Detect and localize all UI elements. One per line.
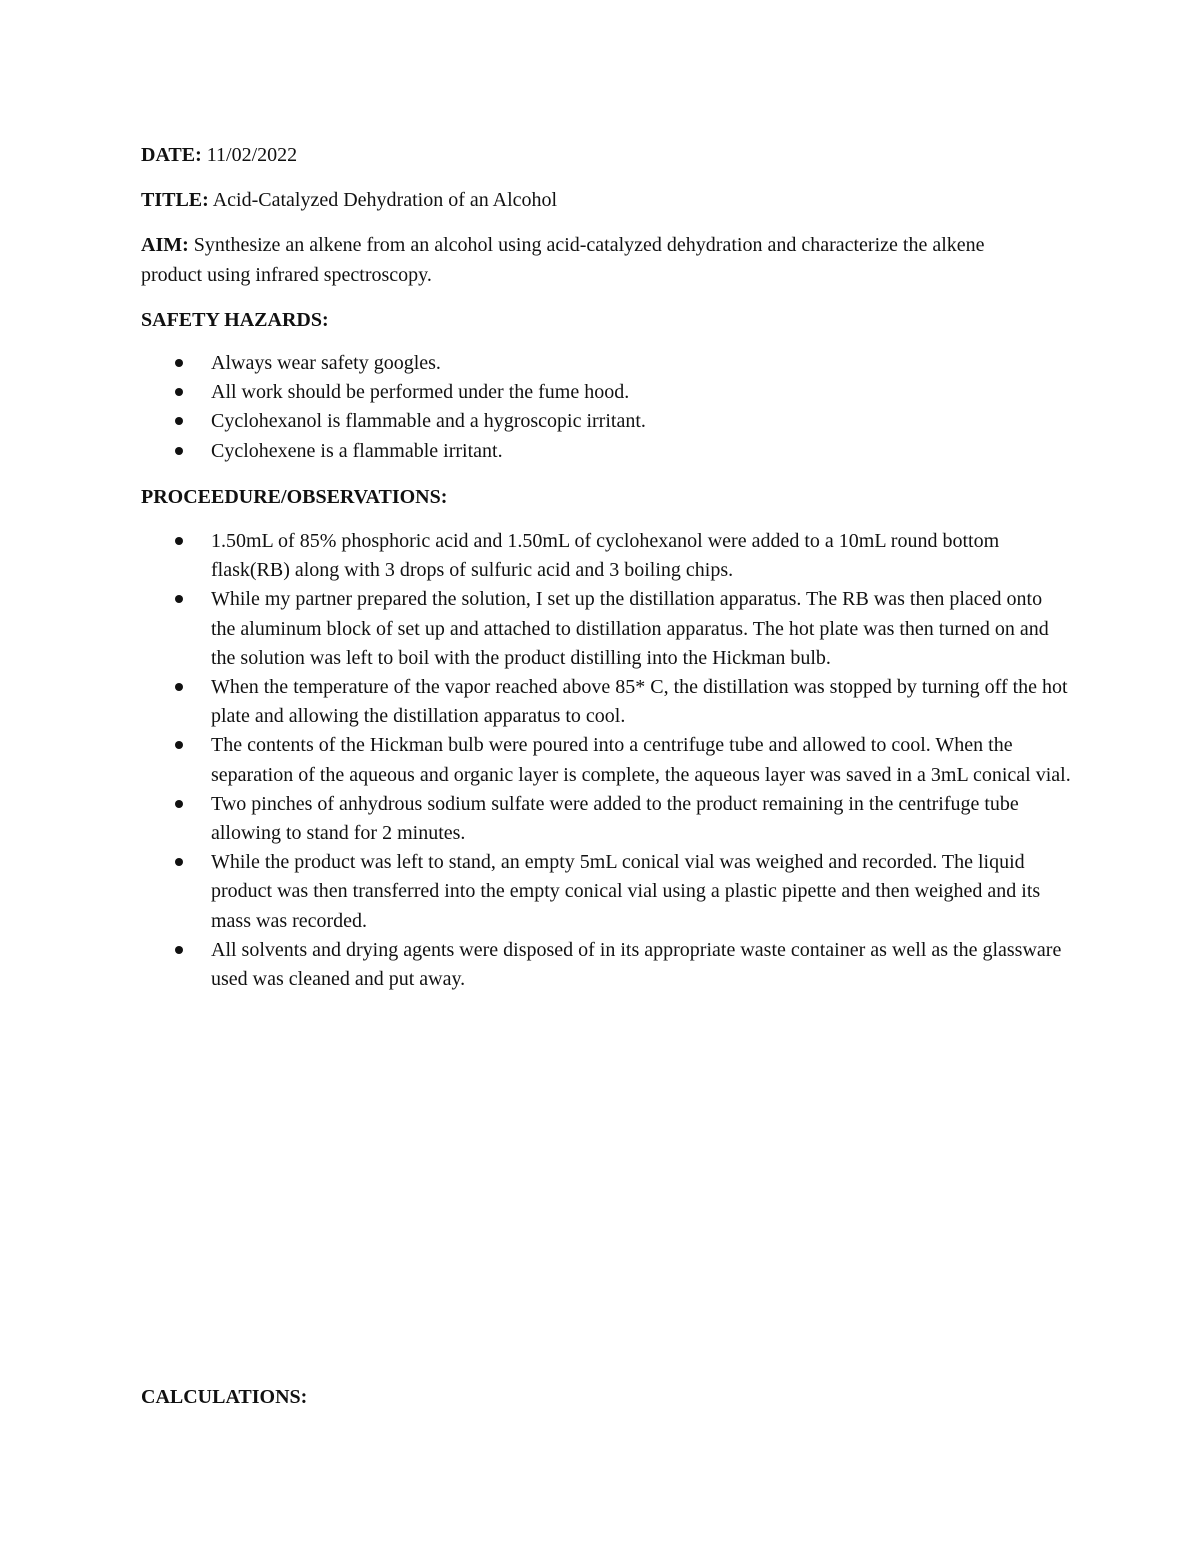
list-item: When the temperature of the vapor reached above 85* C, the distillation was stopped by turning off the hot plate and allowing the distillation apparatus to cool. bbox=[0, 673, 1071, 731]
procedure-list bbox=[0, 527, 1100, 994]
bullet-icon bbox=[175, 537, 183, 545]
list-item: While the product was left to stand, an empty 5mL conical vial was weighed and recorded. The liquid product was then transferred into the empty conical vial using a plastic pipette and then weighed and its mass was recorded. bbox=[0, 848, 1071, 936]
safety-heading: SAFETY HAZARDS: bbox=[141, 309, 329, 331]
list-item: Cyclohexanol is flammable and a hygroscopic irritant. bbox=[0, 407, 1071, 436]
bullet-icon bbox=[175, 946, 183, 954]
title-label: TITLE: bbox=[141, 189, 209, 211]
bullet-icon bbox=[175, 447, 183, 455]
title-value: Acid-Catalyzed Dehydration of an Alcohol bbox=[212, 189, 558, 211]
aim-value: Synthesize an alkene from an alcohol using acid-catalyzed dehydration and characterize the alkene product using infrared spectroscopy. bbox=[141, 234, 985, 286]
bullet-icon bbox=[175, 595, 183, 603]
procedure-heading: PROCEEDURE/OBSERVATIONS: bbox=[141, 486, 448, 508]
date-label: DATE: bbox=[141, 144, 202, 166]
date-line bbox=[141, 140, 1071, 170]
calculations-heading: CALCULATIONS: bbox=[141, 1386, 308, 1408]
bullet-icon bbox=[175, 741, 183, 749]
aim-paragraph bbox=[141, 230, 1046, 290]
list-item: While my partner prepared the solution, I set up the distillation apparatus. The RB was then placed onto the aluminum block of set up and attached to distillation apparatus. The hot plate was then turned on and the solution was left to boil with the product distilling into the Hickman bulb. bbox=[0, 585, 1071, 673]
date-value: 11/02/2022 bbox=[206, 144, 298, 166]
list-item: Always wear safety googles. bbox=[0, 349, 1071, 378]
aim-label: AIM: bbox=[141, 234, 189, 256]
title-line bbox=[141, 185, 1071, 215]
bullet-icon bbox=[175, 388, 183, 396]
safety-list bbox=[0, 349, 1100, 466]
bullet-icon bbox=[175, 417, 183, 425]
list-item: Cyclohexene is a flammable irritant. bbox=[0, 437, 1071, 466]
list-item: The contents of the Hickman bulb were poured into a centrifuge tube and allowed to cool. When the separation of the aqueous and organic layer is complete, the aqueous layer was saved in a 3mL conical vial. bbox=[0, 731, 1071, 789]
bullet-icon bbox=[175, 800, 183, 808]
bullet-icon bbox=[175, 683, 183, 691]
bullet-icon bbox=[175, 858, 183, 866]
list-item: All solvents and drying agents were disposed of in its appropriate waste container as well as the glassware used was cleaned and put away. bbox=[0, 936, 1071, 994]
list-item: All work should be performed under the fume hood. bbox=[0, 378, 1071, 407]
bullet-icon bbox=[175, 359, 183, 367]
list-item: Two pinches of anhydrous sodium sulfate were added to the product remaining in the centrifuge tube allowing to stand for 2 minutes. bbox=[0, 790, 1071, 848]
list-item: 1.50mL of 85% phosphoric acid and 1.50mL of cyclohexanol were added to a 10mL round bottom flask(RB) along with 3 drops of sulfuric acid and 3 boiling chips. bbox=[0, 527, 1071, 585]
